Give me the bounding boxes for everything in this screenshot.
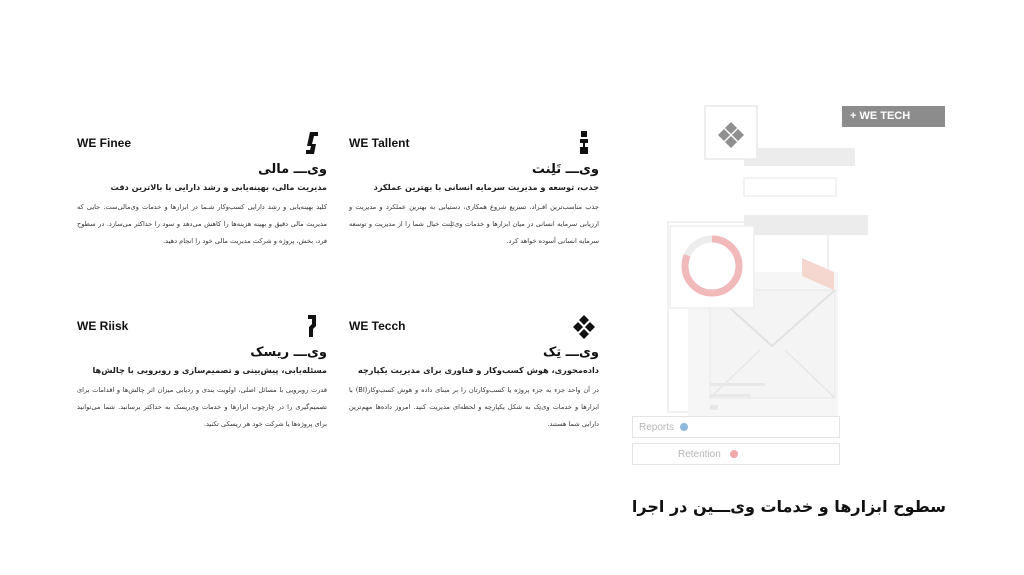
metric-row-retention xyxy=(632,443,840,465)
card-description: جذب مناسب‌ترین افـراد، تسریع شروع همکاری، دستیابی به بهترین عملکرد و مدیریت و ارزیابی سرمایه انسانی در میان ابزارها و خدمات وی‌تَلِنت خیال شما را از مدیریت و توسعه سرمایه انسانی آسوده خواهد کرد. xyxy=(349,203,599,245)
metric-label: Reports xyxy=(639,422,675,433)
tecch-logo-icon xyxy=(573,313,595,339)
card-head xyxy=(349,130,599,158)
card-subtitle: مدیریت مالی، بهینه‌یابی و رشد دارایی با بالاترین دقت xyxy=(110,182,327,192)
card-tecch xyxy=(349,313,599,433)
tallent-logo-icon xyxy=(573,130,595,156)
card-tallent xyxy=(349,130,599,250)
metric-dot xyxy=(680,423,688,431)
card-head xyxy=(77,130,327,158)
card-description: کلید بهینه‌یابی و رشد دارایی کسب‌وکار شـما در ابزارها و خدمات وی‌مالی‌ست. جایی که مدیریت مالی دقیق و بهینه هزینه‌ها را کاهش می‌دهد و سود را حداکثر می‌سازد. در سطوح فرد، بخش، پروژه و شرکت مدیریت مالی خود را انجام دهید. xyxy=(77,203,327,245)
card-fa-title: وی‌ـــ تَلِنت xyxy=(531,162,599,177)
metric-row-reports xyxy=(632,416,840,438)
card-riisk xyxy=(77,313,327,433)
card-en-title: WE Riisk xyxy=(77,319,129,333)
card-finee xyxy=(77,130,327,250)
card-head xyxy=(349,313,599,341)
card-fa-title: وی‌ـــ ریسک xyxy=(250,345,327,360)
card-fa-title: وی‌ـــ مالی xyxy=(258,162,327,177)
card-en-title: WE Tallent xyxy=(349,136,410,150)
card-description: قدرت روبرویی با مسائل اصلی، اولویت بندی و ردیابی میزان اثر چالش‌ها و اقدامات برای تصمیم‌گیری را در چارچوب ابزارها و خدمات وی‌ریسک به حداکثر برسانید. شما می‌توانید برای پروژه‌ها یا شرکت خود هر ریسکی تکنید. xyxy=(77,386,327,428)
card-subtitle: مسئله‌یابی، پیش‌بینی و تصمیم‌سازی و روبرویی با چالش‌ها xyxy=(92,365,327,375)
finee-logo-icon xyxy=(301,130,323,156)
card-head xyxy=(77,313,327,341)
card-en-title: WE Finee xyxy=(77,136,132,150)
card-subtitle: داده‌محوری، هوش کسب‌وکار و فناوری برای مدیریت یکپارچه xyxy=(357,365,599,375)
riisk-logo-icon xyxy=(301,313,323,339)
metric-dot xyxy=(730,450,738,458)
card-subtitle: جذب، توسعه و مدیریت سرمایه انسانی با بهترین عملکرد xyxy=(373,182,599,192)
card-fa-title: وی‌ـــ تِک xyxy=(542,345,599,360)
we-tech-chip: + WE TECH xyxy=(842,106,945,127)
section-title: سطوح ابزارها و خدمات وی‌ـــین در اجرا xyxy=(631,497,946,516)
metric-label: Retention xyxy=(678,449,721,460)
card-en-title: WE Tecch xyxy=(349,319,406,333)
card-description: در آن واحد جزء به جزء پروژه یا کسب‌وکارتان را بر مبنای داده و هوش کسب‌وکار(BI) با ابزارها و خدمات وی‌تِک به شکل یکپارچه و لحظه‌ای مدیریت کنید. امروز داده‌ها مهم‌ترین دارایی شما هستند. xyxy=(349,386,599,428)
